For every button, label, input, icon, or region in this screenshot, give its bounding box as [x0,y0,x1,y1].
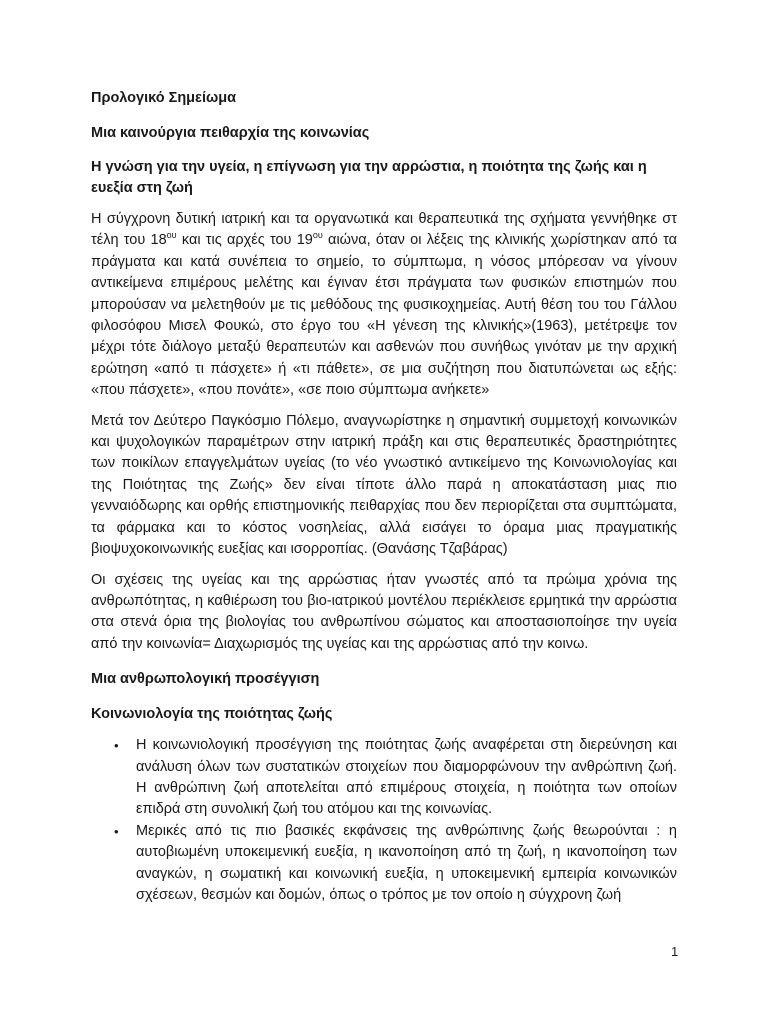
bullet-list [91,735,677,906]
heading-knowledge-health: Η γνώση για την υγεία, η επίγνωση για την αρρώστια, η ποιότητα της ζωής και η ευεξία στη ζωή [91,159,647,196]
paragraph-post-war: Μετά τον Δεύτερο Παγκόσμιο Πόλεμο, αναγνωρίστηκε η σημαντική συμμετοχή κοινωνικών και ψυχολογικών παραμέτρων στην ιατρική πράξη και στις θεραπευτικές δραστηριότητες των ποικίλων επαγγελμάτων υγείας (το νέο γνωστικό αντικείμενο της Κοινωνιολογίας και της Ποιότητας της Ζωής» δεν είναι τίποτε άλλο παρά η αποκατάσταση μιας πιο γενναιόδωρης και ορθής επιστημονικής πειθαρχίας που δεν περιορίζεται στα συμπτώματα, τα φάρμακα και το κόστος νοσηλείας, αλλά εισάγει το όραμα μιας πραγματικής βιοψυχοκοινωνικής ευεξίας και ισορροπίας. (Θανάσης Τζαβάρας) [91,412,677,558]
document-page [91,88,677,906]
heading-new-discipline: Μια καινούργια πειθαρχία της κοινωνίας [91,125,370,141]
heading-prologue: Προλογικό Σημείωμα [91,90,236,106]
list-item: • Η κοινωνιολογική προσέγγιση της ποιότητας ζωής αναφέρεται στη διερεύνηση και ανάλυση όλων των συστατικών στοιχείων που διαμορφώνουν την ανθρώπινη ζωή. Η ανθρώπινη ζωή αποτελείται από επιμέρους στοιχεία, η ποιότητα των οποίων επιδρά στη συνολική ζωή του ατόμου και της κοινωνίας. [114,737,677,818]
heading-anthropological: Μια ανθρωπολογική προσέγγιση [91,671,320,688]
heading-sociology-quality: Κοινωνιολογία της ποιότητας ζωής [91,706,333,723]
bullet-icon: • [114,823,119,839]
paragraph-modern-medicine: Η σύγχρονη δυτική ιατρική και τα οργανωτικά και θεραπευτικά της σχήματα γεννήθηκε στ τέλη του $18^{o\upsilon}$ και τις αρχές του $19^{o\upsilon}$ αιώνα, όταν οι λέξεις της κλινικής χωρίστηκαν από τα πράγματα και κατά συνέπεια το σημείο, το σύμπτωμα, η νόσος μπόρεσαν να γίνουν αντικείμενα επιμέρους μελέτης και έγιναν έτσι πράγματα των φυσικών επιστημών που μπορούσαν να μελετηθούν με τις μεθόδους της φυσικοχημείας. Αυτή θέση του του Γάλλου φιλοσόφου Μισελ Φουκώ, στο έργο του «Η γένεση της κλινικής»(1963), μετέτρεψε τον μέχρι τότε διάλογο μεταξύ θεραπευτών και ασθενών που συνήθως γινόταν με την αρχική ερώτηση «από τι πάσχετε» ή «τι πάθετε», σε μια συζήτηση που διατυπώνεται ως εξής: «που πάσχετε», «που πονάτε», «σε ποιο σύμπτωμα ανήκετε» [91,211,677,399]
list-item: • Μερικές από τις πιο βασικές εκφάνσεις της ανθρώπινης ζωής θεωρούνται : η αυτοβιωμένη υποκειμενική ευεξία, η ικανοποίηση από τη ζωή, η ικανοποίηση των αναγκών, η σωματική και κοινωνική ευεξία, η υποκειμενική εμπειρία κοινωνικών σχέσεων, θεσμών και δομών, όπως ο τρόπος με τον οποίο η σύγχρονη ζωή [114,822,677,903]
bullet-icon: • [114,738,119,754]
paragraph-health-illness: Οι σχέσεις της υγείας και της αρρώστιας ήταν γνωστές από τα πρώιμα χρόνια της ανθρωπότητας, η καθιέρωση του βιο-ιατρικού μοντέλου περιέκλεισε ερμητικά την αρρώστια στα στενά όρια της βιολογίας του ανθρωπίνου σώματος και αποστασιοποίησε την υγεία από την κοινωνία= Διαχωρισμός της υγείας και της αρρώστιας από την κοινω. [91,571,677,652]
page-number: 1 [671,944,679,959]
